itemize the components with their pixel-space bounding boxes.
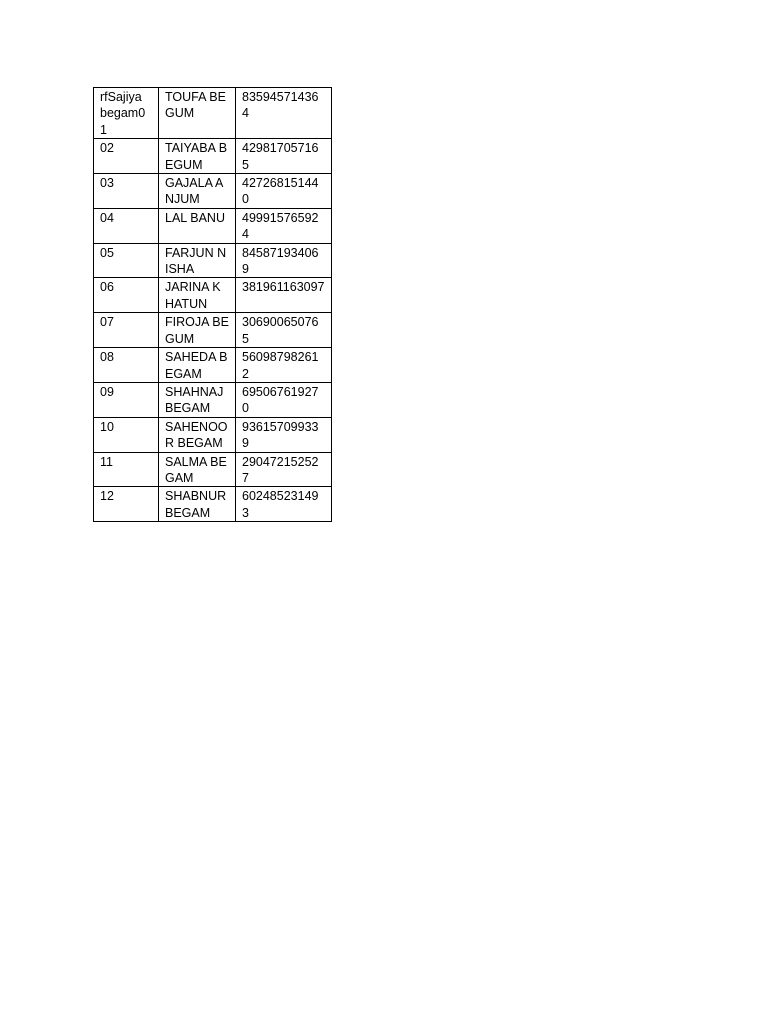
name-cell: FIROJA BEGUM: [159, 313, 236, 348]
number-cell: 290472152527: [236, 452, 332, 487]
table-row: [94, 452, 332, 487]
number-cell: 695067619270: [236, 382, 332, 417]
table-row: [94, 382, 332, 417]
number-cell: 429817057165: [236, 139, 332, 174]
number-cell: 560987982612: [236, 348, 332, 383]
number-cell: 427268151440: [236, 174, 332, 209]
serial-cell: 04: [94, 208, 159, 243]
serial-cell: 09: [94, 382, 159, 417]
serial-cell: 06: [94, 278, 159, 313]
name-cell: SHAHNAJ BEGAM: [159, 382, 236, 417]
number-cell: 602485231493: [236, 487, 332, 522]
number-cell: 845871934069: [236, 243, 332, 278]
serial-cell: 08: [94, 348, 159, 383]
serial-cell: 12: [94, 487, 159, 522]
name-cell: SAHEDA BEGAM: [159, 348, 236, 383]
number-cell: 499915765924: [236, 208, 332, 243]
table-row: [94, 417, 332, 452]
serial-cell: 02: [94, 139, 159, 174]
name-cell: SALMA BEGAM: [159, 452, 236, 487]
serial-cell: rfSajiya begam01: [94, 88, 159, 139]
serial-cell: 10: [94, 417, 159, 452]
number-cell: 936157099339: [236, 417, 332, 452]
serial-cell: 05: [94, 243, 159, 278]
name-cell: JARINA KHATUN: [159, 278, 236, 313]
number-cell: 835945714364: [236, 88, 332, 139]
name-cell: LAL BANU: [159, 208, 236, 243]
table-row: [94, 243, 332, 278]
serial-cell: 07: [94, 313, 159, 348]
name-cell: TOUFA BEGUM: [159, 88, 236, 139]
table-row: [94, 88, 332, 139]
name-cell: SHABNUR BEGAM: [159, 487, 236, 522]
serial-cell: 03: [94, 174, 159, 209]
name-cell: FARJUN NISHA: [159, 243, 236, 278]
number-cell: 381961163097: [236, 278, 332, 313]
number-cell: 306900650765: [236, 313, 332, 348]
table-row: [94, 208, 332, 243]
table-row: [94, 174, 332, 209]
table-row: [94, 313, 332, 348]
serial-cell: 11: [94, 452, 159, 487]
data-table: [93, 87, 332, 522]
table-row: [94, 348, 332, 383]
table-row: [94, 278, 332, 313]
table-row: [94, 487, 332, 522]
table-row: [94, 139, 332, 174]
name-cell: SAHENOOR BEGAM: [159, 417, 236, 452]
name-cell: TAIYABA BEGUM: [159, 139, 236, 174]
name-cell: GAJALA ANJUM: [159, 174, 236, 209]
